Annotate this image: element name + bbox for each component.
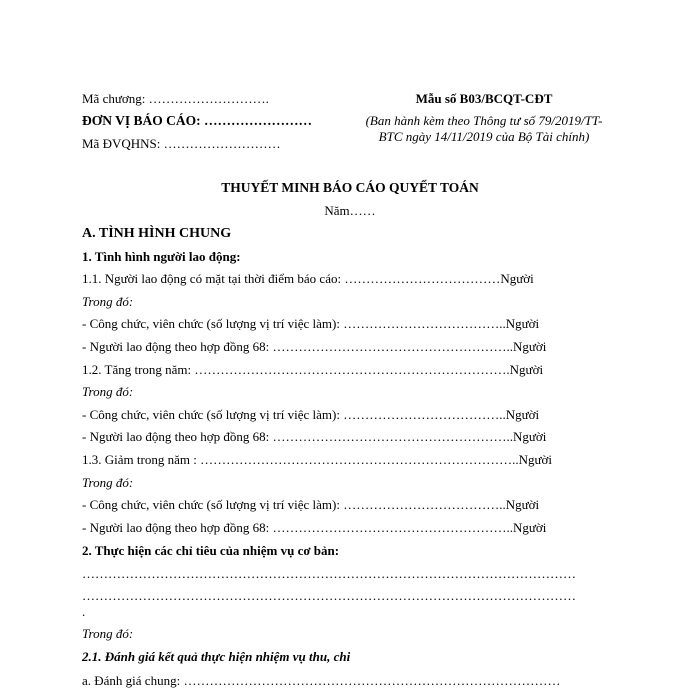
issued-note-line2: BTC ngày 14/11/2019 của Bộ Tài chính) [378, 129, 590, 144]
line-1-1: 1.1. Người lao động có mặt tại thời điểm báo cáo: ………………………………Người [82, 271, 534, 286]
document-title: THUYẾT MINH BÁO CÁO QUYẾT TOÁN [221, 180, 479, 195]
civil-servants-line: - Công chức, viên chức (số lượng vị trí việc làm): ………………………………..Người [82, 407, 540, 422]
civil-servants-line: - Công chức, viên chức (số lượng vị trí việc làm): ………………………………..Người [82, 316, 540, 331]
report-year: Năm…… [324, 203, 376, 218]
issued-note-line1: (Ban hành kèm theo Thông tư số 79/2019/TT- [365, 113, 603, 128]
form-number: Mẫu số B03/BCQT-CĐT [415, 91, 553, 106]
in-which-label: Trong đó: [82, 294, 134, 309]
in-which-label: Trong đó: [82, 626, 134, 641]
contract-workers-line: - Người lao động theo hợp đồng 68: ………………………………………………..Người [82, 339, 547, 354]
budget-unit-code: Mã ĐVQHNS: ……………………… [82, 136, 281, 151]
general-assessment-line: a. Đánh giá chung: …………………………………………………………………………… [82, 673, 561, 688]
fill-in-dots: . [82, 604, 86, 619]
line-1-3: 1.3. Giảm trong năm : ………………………………………………………………..Người [82, 452, 552, 467]
fill-in-dots: …………………………………………………………………………………………………… [82, 566, 576, 581]
contract-workers-line: - Người lao động theo hợp đồng 68: ………………………………………………..Người [82, 429, 547, 444]
fill-in-dots: …………………………………………………………………………………………………… [82, 588, 576, 603]
line-1-2: 1.2. Tăng trong năm: ……………………………………………………………….Người [82, 362, 544, 377]
reporting-unit: ĐƠN VỊ BÁO CÁO: …………………… [82, 113, 313, 128]
chapter-code: Mã chương: ………………………. [82, 91, 269, 106]
section-a-heading: A. TÌNH HÌNH CHUNG [82, 226, 232, 241]
targets-heading: 2. Thực hiện các chỉ tiêu của nhiệm vụ cơ bản: [82, 543, 340, 558]
labor-heading: 1. Tình hình người lao động: [82, 249, 241, 264]
revenue-expense-heading: 2.1. Đánh giá kết quả thực hiện nhiệm vụ thu, chi [82, 649, 351, 664]
in-which-label: Trong đó: [82, 475, 134, 490]
civil-servants-line: - Công chức, viên chức (số lượng vị trí việc làm): ………………………………..Người [82, 497, 540, 512]
contract-workers-line: - Người lao động theo hợp đồng 68: ………………………………………………..Người [82, 520, 547, 535]
in-which-label: Trong đó: [82, 384, 134, 399]
